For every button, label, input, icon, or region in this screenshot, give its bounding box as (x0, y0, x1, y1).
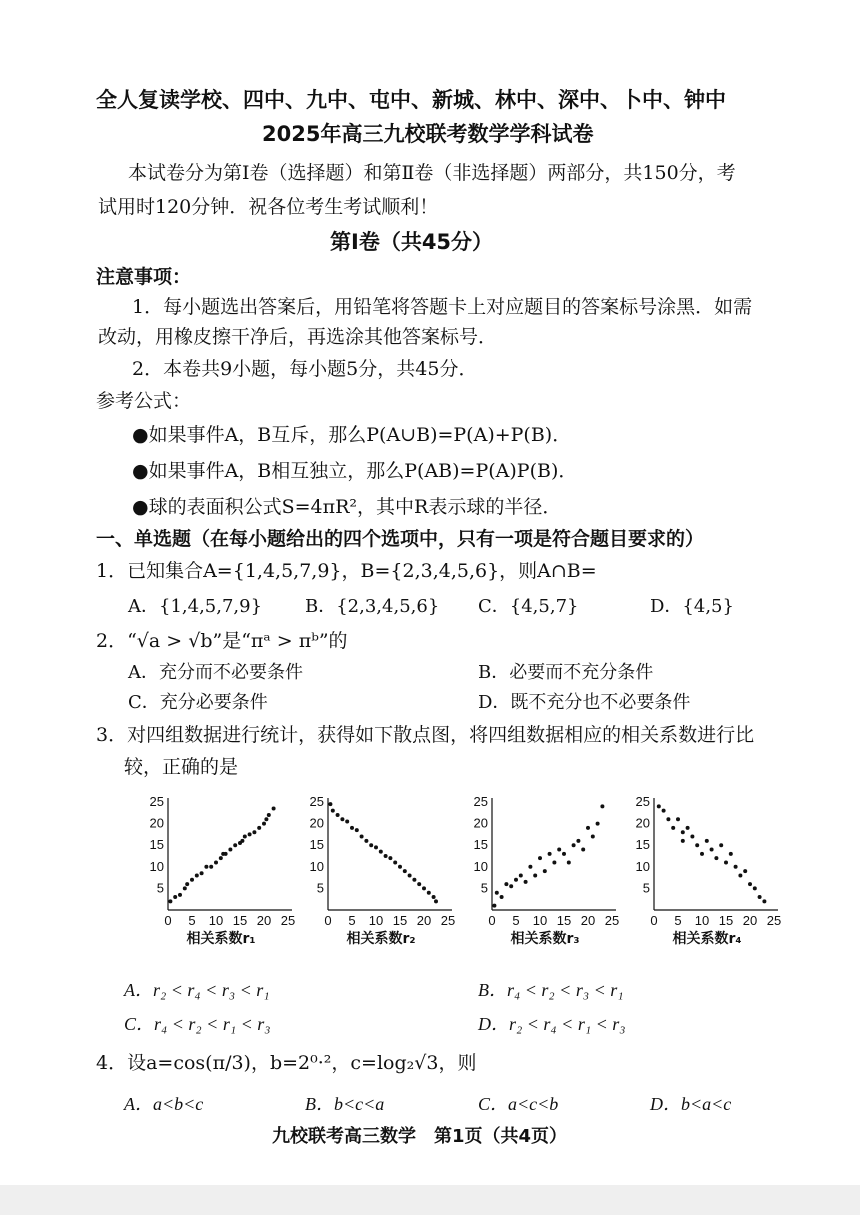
scatter-point (209, 865, 213, 869)
q1-option-c: C．{4,5,7} (478, 596, 579, 617)
y-tick-label: 25 (149, 794, 164, 809)
q4-stem: 4．设a=cos(π/3)，b=2⁰·²，c=log₂√3，则 (96, 1052, 477, 1074)
scatter-point (596, 822, 600, 826)
y-tick-label: 20 (309, 815, 324, 831)
formulas-heading: 参考公式： (96, 390, 192, 412)
scatter-point (345, 819, 349, 823)
scatter-point (729, 852, 733, 856)
scatter-point (681, 830, 685, 834)
scatter-point (195, 873, 199, 877)
scatter-point (567, 860, 571, 864)
y-tick-label: 15 (473, 837, 488, 853)
scatter-point (657, 804, 661, 808)
scatter-point (422, 886, 426, 890)
scatter-point (492, 904, 496, 908)
x-tick-label: 10 (208, 913, 224, 928)
scatter-point (350, 826, 354, 830)
scatter-point (581, 848, 585, 852)
scatter-point (388, 856, 392, 860)
q1-option-b: B．{2,3,4,5,6} (305, 596, 440, 617)
scatter-plot-3-caption: 相关系数r₃ (510, 931, 580, 947)
scatter-point (432, 895, 436, 899)
school-list: 全人复读学校、四中、九中、屯中、新城、林中、深中、卜中、钟中 (96, 88, 726, 112)
scatter-point (369, 843, 373, 847)
page-footer: 九校联考高三数学 第1页（共4页） (272, 1126, 568, 1147)
scatter-plot-3 (470, 790, 620, 948)
q1-option-d: D．{4,5} (650, 596, 734, 617)
y-tick-label: 25 (473, 794, 488, 809)
scatter-plot-4-caption: 相关系数r₄ (672, 931, 742, 947)
x-tick-label: 25 (280, 913, 296, 928)
y-tick-label: 20 (635, 815, 650, 831)
x-tick-label: 5 (674, 913, 682, 928)
y-tick-label: 5 (316, 880, 324, 896)
scatter-point (374, 845, 378, 849)
x-tick-label: 15 (232, 913, 248, 928)
scatter-point (240, 839, 244, 843)
q3-stem-line-2: 较，正确的是 (124, 756, 239, 778)
scatter-point (524, 880, 528, 884)
scatter-plot-1-svg (146, 790, 296, 930)
q4-option-b: B．b<c<a (305, 1094, 385, 1114)
y-tick-label: 15 (635, 837, 650, 853)
q3-option-b: B．r₄ < r₂ < r₃ < r₁ (478, 980, 624, 1000)
q1-option-a: A．{1,4,5,7,9} (128, 596, 263, 617)
q2-option-d: D．既不充分也不必要条件 (478, 692, 691, 713)
scatter-point (762, 899, 766, 903)
scatter-point (257, 826, 261, 830)
y-tick-label: 5 (642, 880, 650, 896)
notice-item-1-line-1: 1．每小题选出答案后，用铅笔将答题卡上对应题目的答案标号涂黑．如需 (132, 296, 753, 318)
y-tick-label: 20 (473, 815, 488, 831)
x-tick-label: 10 (532, 913, 548, 928)
scatter-point (393, 860, 397, 864)
scatter-plot-4 (632, 790, 782, 948)
scatter-point (379, 850, 383, 854)
x-tick-label: 10 (694, 913, 710, 928)
scatter-point (190, 878, 194, 882)
scatter-point (336, 813, 340, 817)
notice-item-1-line-2: 改动，用橡皮擦干净后，再选涂其他答案标号． (98, 326, 498, 348)
y-tick-label: 10 (149, 858, 164, 874)
scatter-point (562, 852, 566, 856)
scatter-point (557, 848, 561, 852)
x-tick-label: 5 (348, 913, 356, 928)
scatter-point (686, 826, 690, 830)
scatter-plot-2-svg (306, 790, 456, 930)
intro-line-2: 试用时120分钟．祝各位考生考试顺利！ (98, 196, 439, 218)
scatter-point (427, 891, 431, 895)
scatter-point (408, 873, 412, 877)
x-tick-label: 0 (650, 913, 658, 928)
scatter-point (183, 886, 187, 890)
y-tick-label: 20 (149, 815, 164, 831)
scatter-point (267, 813, 271, 817)
scatter-point (676, 817, 680, 821)
scatter-point (671, 826, 675, 830)
formula-union: ●如果事件A，B互斥，那么P(A∪B)=P(A)+P(B)． (132, 424, 572, 446)
exam-title: 2025年高三九校联考数学学科试卷 (262, 122, 594, 146)
y-tick-label: 25 (635, 794, 650, 809)
scatter-point (364, 839, 368, 843)
scatter-point (586, 826, 590, 830)
scatter-point (666, 817, 670, 821)
part-1-title: 第Ⅰ卷（共45分） (330, 230, 494, 254)
notice-item-2: 2．本卷共9小题，每小题5分，共45分． (132, 358, 478, 380)
scatter-point (533, 873, 537, 877)
formula-sphere-area: ●球的表面积公式S=4πR²，其中R表示球的半径． (132, 496, 562, 518)
formula-independent: ●如果事件A，B相互独立，那么P(AB)=P(A)P(B)． (132, 460, 578, 482)
scatter-point (328, 802, 332, 806)
scatter-point (528, 865, 532, 869)
y-tick-label: 15 (309, 837, 324, 853)
scatter-point (262, 822, 266, 826)
scatter-point (204, 865, 208, 869)
scatter-point (340, 817, 344, 821)
y-tick-label: 10 (635, 858, 650, 874)
scatter-point (417, 882, 421, 886)
q2-option-c: C．充分必要条件 (128, 692, 268, 713)
y-tick-label: 10 (309, 858, 324, 874)
scatter-point (384, 854, 388, 858)
scatter-point (600, 804, 604, 808)
scatter-point (185, 882, 189, 886)
x-tick-label: 5 (188, 913, 196, 928)
scatter-point (543, 869, 547, 873)
q3-option-c: C．r₄ < r₂ < r₁ < r₃ (124, 1014, 271, 1034)
x-tick-label: 20 (256, 913, 272, 928)
y-tick-label: 5 (480, 880, 488, 896)
scatter-point (495, 891, 499, 895)
y-tick-label: 10 (473, 858, 488, 874)
scatter-point (734, 865, 738, 869)
scatter-point (224, 852, 228, 856)
scatter-plot-2 (306, 790, 456, 948)
scatter-plot-1 (146, 790, 296, 948)
scatter-point (398, 865, 402, 869)
scatter-point (700, 852, 704, 856)
scatter-point (272, 806, 276, 810)
x-tick-label: 20 (742, 913, 758, 928)
scatter-point (591, 835, 595, 839)
notice-heading: 注意事项： (96, 266, 192, 288)
scan-bottom-edge (0, 1185, 860, 1215)
scatter-point (738, 873, 742, 877)
scatter-point (173, 895, 177, 899)
scatter-point (748, 882, 752, 886)
scatter-point (504, 882, 508, 886)
scatter-point (403, 869, 407, 873)
scatter-point (331, 809, 335, 813)
scatter-point (228, 848, 232, 852)
scatter-point (538, 856, 542, 860)
scatter-point (360, 835, 364, 839)
scatter-point (200, 871, 204, 875)
scatter-point (264, 817, 268, 821)
q4-option-a: A．a<b<c (124, 1094, 204, 1114)
scatter-point (681, 839, 685, 843)
scatter-point (214, 860, 218, 864)
y-tick-label: 15 (149, 837, 164, 853)
scatter-point (576, 839, 580, 843)
q1-stem: 1．已知集合A={1,4,5,7,9}，B={2,3,4,5,6}，则A∩B= (96, 560, 597, 582)
scatter-point (252, 830, 256, 834)
y-tick-label: 5 (156, 880, 164, 896)
scatter-point (168, 899, 172, 903)
section-1-heading: 一、单选题（在每小题给出的四个选项中，只有一项是符合题目要求的） (96, 528, 705, 550)
q2-stem: 2．“√a > √b”是“πᵃ > πᵇ”的 (96, 630, 348, 652)
scatter-point (219, 856, 223, 860)
scatter-point (548, 852, 552, 856)
intro-line-1: 本试卷分为第Ⅰ卷（选择题）和第Ⅱ卷（非选择题）两部分，共150分，考 (128, 162, 736, 184)
x-tick-label: 5 (512, 913, 520, 928)
scatter-point (753, 886, 757, 890)
scatter-point (412, 878, 416, 882)
q3-stem-line-1: 3．对四组数据进行统计，获得如下散点图，将四组数据相应的相关系数进行比 (96, 724, 755, 746)
scatter-point (690, 835, 694, 839)
scatter-point (743, 869, 747, 873)
scatter-point (233, 843, 237, 847)
scatter-point (714, 856, 718, 860)
q3-option-d: D．r₂ < r₄ < r₁ < r₃ (478, 1014, 626, 1034)
q4-option-c: C．a<c<b (478, 1094, 559, 1114)
q2-option-b: B．必要而不充分条件 (478, 662, 654, 683)
q4-option-d: D．b<a<c (650, 1094, 732, 1114)
scatter-point (509, 884, 513, 888)
scatter-point (724, 860, 728, 864)
x-tick-label: 10 (368, 913, 384, 928)
scatter-plot-2-caption: 相关系数r₂ (346, 931, 416, 947)
x-tick-label: 25 (766, 913, 782, 928)
scatter-point (758, 895, 762, 899)
x-tick-label: 15 (718, 913, 734, 928)
x-tick-label: 20 (416, 913, 432, 928)
q3-option-a: A．r₂ < r₄ < r₃ < r₁ (124, 980, 270, 1000)
scatter-plot-4-svg (632, 790, 782, 930)
scatter-plot-1-caption: 相关系数r₁ (186, 931, 256, 947)
scatter-point (248, 832, 252, 836)
scatter-point (552, 860, 556, 864)
scatter-point (710, 848, 714, 852)
scatter-plot-3-svg (470, 790, 620, 930)
x-tick-label: 0 (488, 913, 496, 928)
scatter-point (355, 828, 359, 832)
x-tick-label: 15 (556, 913, 572, 928)
scatter-point (572, 843, 576, 847)
scatter-point (519, 873, 523, 877)
x-tick-label: 0 (324, 913, 332, 928)
scatter-point (662, 809, 666, 813)
x-tick-label: 20 (580, 913, 596, 928)
q2-option-a: A．充分而不必要条件 (128, 662, 303, 683)
x-tick-label: 25 (440, 913, 456, 928)
scatter-point (434, 899, 438, 903)
x-tick-label: 15 (392, 913, 408, 928)
scatter-point (243, 835, 247, 839)
y-tick-label: 25 (309, 794, 324, 809)
scatter-point (719, 843, 723, 847)
x-tick-label: 0 (164, 913, 172, 928)
scatter-point (705, 839, 709, 843)
scatter-point (178, 893, 182, 897)
scatter-point (500, 895, 504, 899)
scatter-point (514, 878, 518, 882)
scatter-point (695, 843, 699, 847)
x-tick-label: 25 (604, 913, 620, 928)
